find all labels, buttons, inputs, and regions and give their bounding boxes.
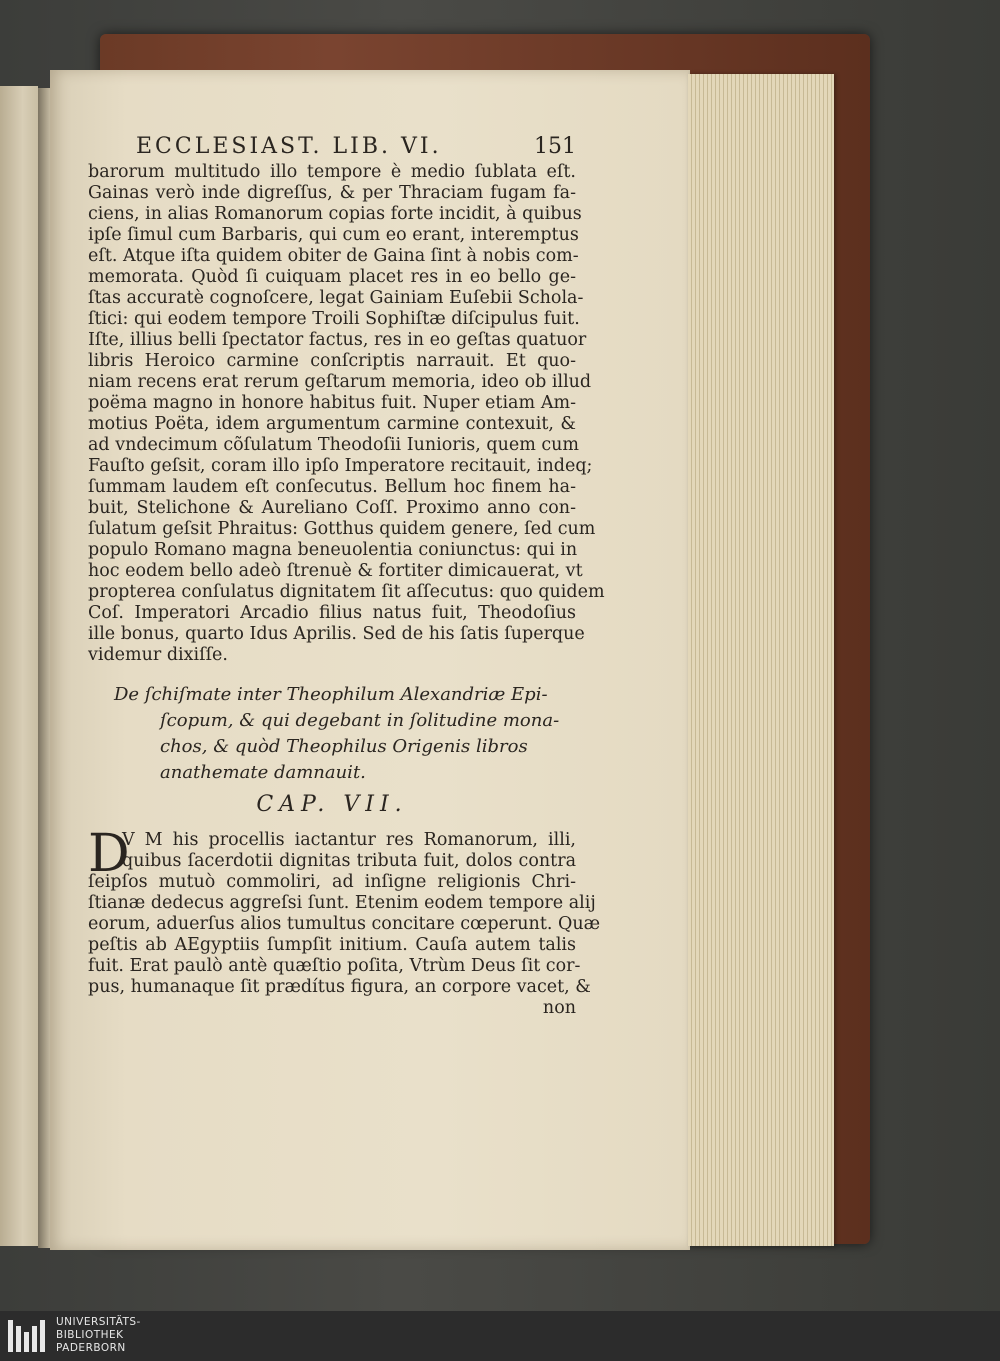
running-head	[136, 132, 576, 162]
catchword: non	[542, 998, 576, 1018]
drop-cap: D	[88, 824, 130, 884]
text-line: pus, humanaque ſit prædítus figura, an corpore vacet, &	[88, 977, 591, 997]
chapter-title-line: ſcopum, & qui degebant in ſolitudine mona-	[160, 710, 560, 731]
text-line: buit, Stelichone & Aureliano Coſſ. Proximo anno con-	[88, 498, 576, 518]
library-name	[56, 1316, 141, 1355]
page-text	[88, 132, 605, 1019]
chapter-title-line: anathemate damnauit.	[160, 762, 366, 783]
text-line: ſeipſos mutuò commoliri, ad inſigne religionis Chri-	[88, 872, 576, 892]
text-line: ipſe ſimul cum Barbaris, qui cum eo erant, interemptus	[88, 225, 579, 245]
chapter-heading: CAP. VII.	[256, 792, 408, 817]
running-head-title: ECCLESIAST. LIB. VI.	[136, 134, 442, 159]
library-logo-icon	[8, 1320, 48, 1352]
text-line: populo Romano magna beneuolentia coniunctus: qui in	[88, 540, 578, 560]
text-line: ſtici: qui eodem tempore Troili Sophiſtæ diſcipulus fuit.	[88, 309, 580, 329]
text-line: barorum multitudo illo tempore è medio ſublata eſt.	[88, 162, 576, 182]
left-page-edge	[0, 86, 38, 1246]
body-text	[88, 162, 605, 666]
text-line: Fauſto geſsit, coram illo ipſo Imperatore recitauit, indeq;	[88, 456, 593, 476]
page-number: 151	[534, 134, 576, 159]
text-line: libris Heroico carmine conſcriptis narrauit. Et quo-	[88, 351, 576, 371]
text-line: ſtas accuratè cognoſcere, legat Gainiam Euſebii Schola-	[88, 288, 584, 308]
text-line: poëma magno in honore habitus fuit. Nuper etiam Am-	[88, 393, 576, 413]
text-line: niam recens erat rerum geſtarum memoria, ideo ob illud	[88, 372, 592, 392]
text-line: quibus ſacerdotii dignitas tributa fuit, dolos contra	[122, 851, 576, 871]
text-line: Iſte, illius belli ſpectator factus, res in eo geſtas quatuor	[88, 330, 587, 350]
text-line: videmur dixiſſe.	[88, 645, 228, 665]
text-line: ſtianæ dedecus aggreſsi ſunt. Etenim eodem tempore alij	[88, 893, 596, 913]
text-line: propterea conſulatus dignitatem ſit aſſecutus: quo quidem	[88, 582, 605, 602]
chapter-title-line: De ſchiſmate inter Theophilum Alexandriæ Epi-	[114, 684, 548, 705]
text-line: peſtis ab AEgyptiis ſumpſit initium. Cauſa autem talis	[88, 935, 576, 955]
text-line: V M his procellis iactantur res Romanorum, illi,	[122, 830, 576, 850]
library-name-line: UNIVERSITÄTS-	[56, 1316, 141, 1328]
footer-bar	[0, 1311, 1000, 1361]
text-line: ille bonus, quarto Idus Aprilis. Sed de his ſatis ſuperque	[88, 624, 585, 644]
text-line: motius Poëta, idem argumentum carmine contexuit, &	[88, 414, 576, 434]
chapter-title-line: chos, & quòd Theophilus Origenis libros	[160, 736, 528, 757]
chapter-title	[114, 682, 576, 786]
text-line: Coſ. Imperatori Arcadio filius natus fuit, Theodoſius	[88, 603, 576, 623]
library-name-line: BIBLIOTHEK	[56, 1329, 124, 1341]
text-line: Gainas verò inde digreſſus, & per Thraciam fugam fa-	[88, 183, 576, 203]
text-line: ſummam laudem eſt conſecutus. Bellum hoc finem ha-	[88, 477, 576, 497]
text-line: ciens, in alias Romanorum copias forte incidit, à quibus	[88, 204, 582, 224]
text-line: eorum, aduerſus alios tumultus concitare cœperunt. Quæ	[88, 914, 601, 934]
page-block-edges	[688, 74, 834, 1246]
text-line: ad vndecimum cõſulatum Theodoſii Iunioris, quem cum	[88, 435, 580, 455]
chapter-body	[88, 824, 601, 998]
library-name-line: PADERBORN	[56, 1342, 126, 1354]
text-line: eſt. Atque iſta quidem obiter de Gaina ſint à nobis com-	[88, 246, 579, 266]
text-line: ſulatum geſsit Phraitus: Gotthus quidem genere, ſed cum	[88, 519, 596, 539]
text-line: hoc eodem bello adeò ſtrenuè & fortiter dimicauerat, vt	[88, 561, 583, 581]
text-line: memorata. Quòd ſi cuiquam placet res in eo bello ge-	[88, 267, 576, 287]
text-line: fuit. Erat paulò antè quæſtio poſita, Vtrùm Deus ſit cor-	[88, 956, 581, 976]
